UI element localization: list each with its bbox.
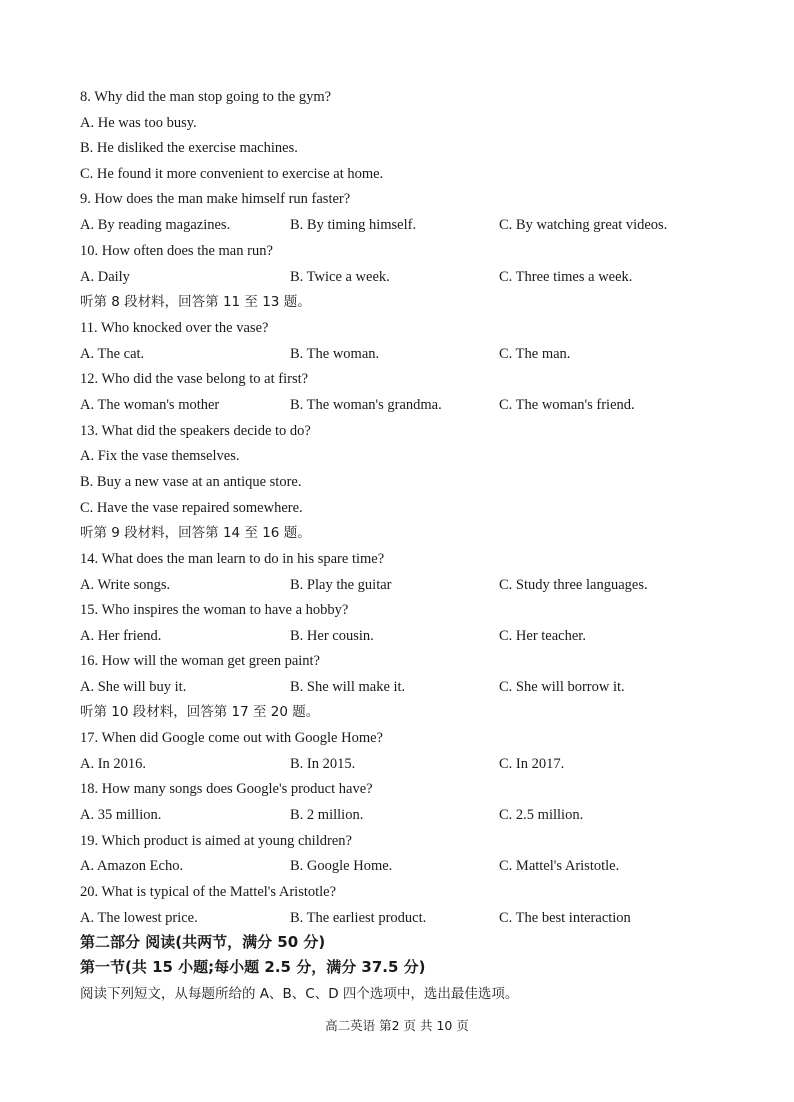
option: A. Daily (80, 269, 130, 285)
option: B. He disliked the exercise machines. (80, 140, 298, 156)
option: A. He was too busy. (80, 115, 197, 131)
option: B. Play the guitar (290, 577, 392, 593)
question-stem: 19. Which product is aimed at young children? (80, 833, 352, 849)
option: C. He found it more convenient to exercise at home. (80, 166, 384, 182)
option: B. She will make it. (290, 679, 406, 695)
option: C. Her teacher. (499, 628, 586, 644)
option-row (80, 627, 720, 645)
option: A. In 2016. (80, 756, 147, 772)
listening-instruction: 听第 8 段材料，回答第 11 至 13 题。 (80, 294, 311, 310)
option: B. The earliest product. (290, 910, 427, 926)
option: C. Study three languages. (499, 577, 648, 593)
option: A. The lowest price. (80, 910, 198, 926)
option-row (80, 806, 720, 824)
section-title: 第一节(共 15 小题;每小题 2.5 分，满分 37.5 分) (80, 958, 426, 976)
option: B. Twice a week. (290, 269, 390, 285)
option-row (80, 345, 720, 363)
reading-instruction: 阅读下列短文，从每题所给的 A、B、C、D 四个选项中，选出最佳选项。 (80, 986, 519, 1002)
option: C. By watching great videos. (499, 217, 668, 233)
option: A. She will buy it. (80, 679, 187, 695)
option: A. Her friend. (80, 628, 162, 644)
option: A. The woman's mother (80, 397, 220, 413)
option-row (80, 268, 720, 286)
option: A. 35 million. (80, 807, 162, 823)
question-stem: 17. When did Google come out with Google Home? (80, 730, 383, 746)
question-stem: 14. What does the man learn to do in his spare time? (80, 551, 385, 567)
listening-instruction: 听第 9 段材料，回答第 14 至 16 题。 (80, 525, 311, 541)
option: C. Three times a week. (499, 269, 633, 285)
option: C. The woman's friend. (499, 397, 635, 413)
option-row (80, 678, 720, 696)
question-stem: 11. Who knocked over the vase? (80, 320, 269, 336)
option: B. The woman's grandma. (290, 397, 442, 413)
question-stem: 8. Why did the man stop going to the gym? (80, 89, 332, 105)
option: C. Mattel's Aristotle. (499, 858, 620, 874)
option: B. In 2015. (290, 756, 356, 772)
option: C. 2.5 million. (499, 807, 584, 823)
option: B. Her cousin. (290, 628, 374, 644)
option: C. Have the vase repaired somewhere. (80, 500, 303, 516)
option: B. The woman. (290, 346, 380, 362)
option: A. The cat. (80, 346, 145, 362)
question-stem: 10. How often does the man run? (80, 243, 273, 259)
question-stem: 13. What did the speakers decide to do? (80, 423, 311, 439)
option: B. By timing himself. (290, 217, 417, 233)
question-stem: 12. Who did the vase belong to at first? (80, 371, 309, 387)
option: B. 2 million. (290, 807, 364, 823)
option: A. By reading magazines. (80, 217, 231, 233)
option: A. Amazon Echo. (80, 858, 184, 874)
option-row (80, 755, 720, 773)
option-row (80, 909, 720, 927)
option-row (80, 216, 720, 234)
option: B. Buy a new vase at an antique store. (80, 474, 302, 490)
question-stem: 18. How many songs does Google's product have? (80, 781, 373, 797)
option-row (80, 857, 720, 875)
option: B. Google Home. (290, 858, 393, 874)
option: A. Write songs. (80, 577, 171, 593)
option: C. The man. (499, 346, 571, 362)
listening-instruction: 听第 10 段材料，回答第 17 至 20 题。 (80, 704, 320, 720)
option-row (80, 396, 720, 414)
question-stem: 9. How does the man make himself run faster? (80, 191, 351, 207)
option: C. In 2017. (499, 756, 565, 772)
option: C. The best interaction (499, 910, 631, 926)
option: C. She will borrow it. (499, 679, 625, 695)
part-title: 第二部分 阅读(共两节，满分 50 分) (80, 933, 326, 951)
option-row (80, 576, 720, 594)
question-stem: 20. What is typical of the Mattel's Aristotle? (80, 884, 337, 900)
question-stem: 16. How will the woman get green paint? (80, 653, 320, 669)
option: A. Fix the vase themselves. (80, 448, 240, 464)
page-footer: 高二英语 第2 页 共 10 页 (325, 1018, 469, 1033)
question-stem: 15. Who inspires the woman to have a hobby? (80, 602, 349, 618)
